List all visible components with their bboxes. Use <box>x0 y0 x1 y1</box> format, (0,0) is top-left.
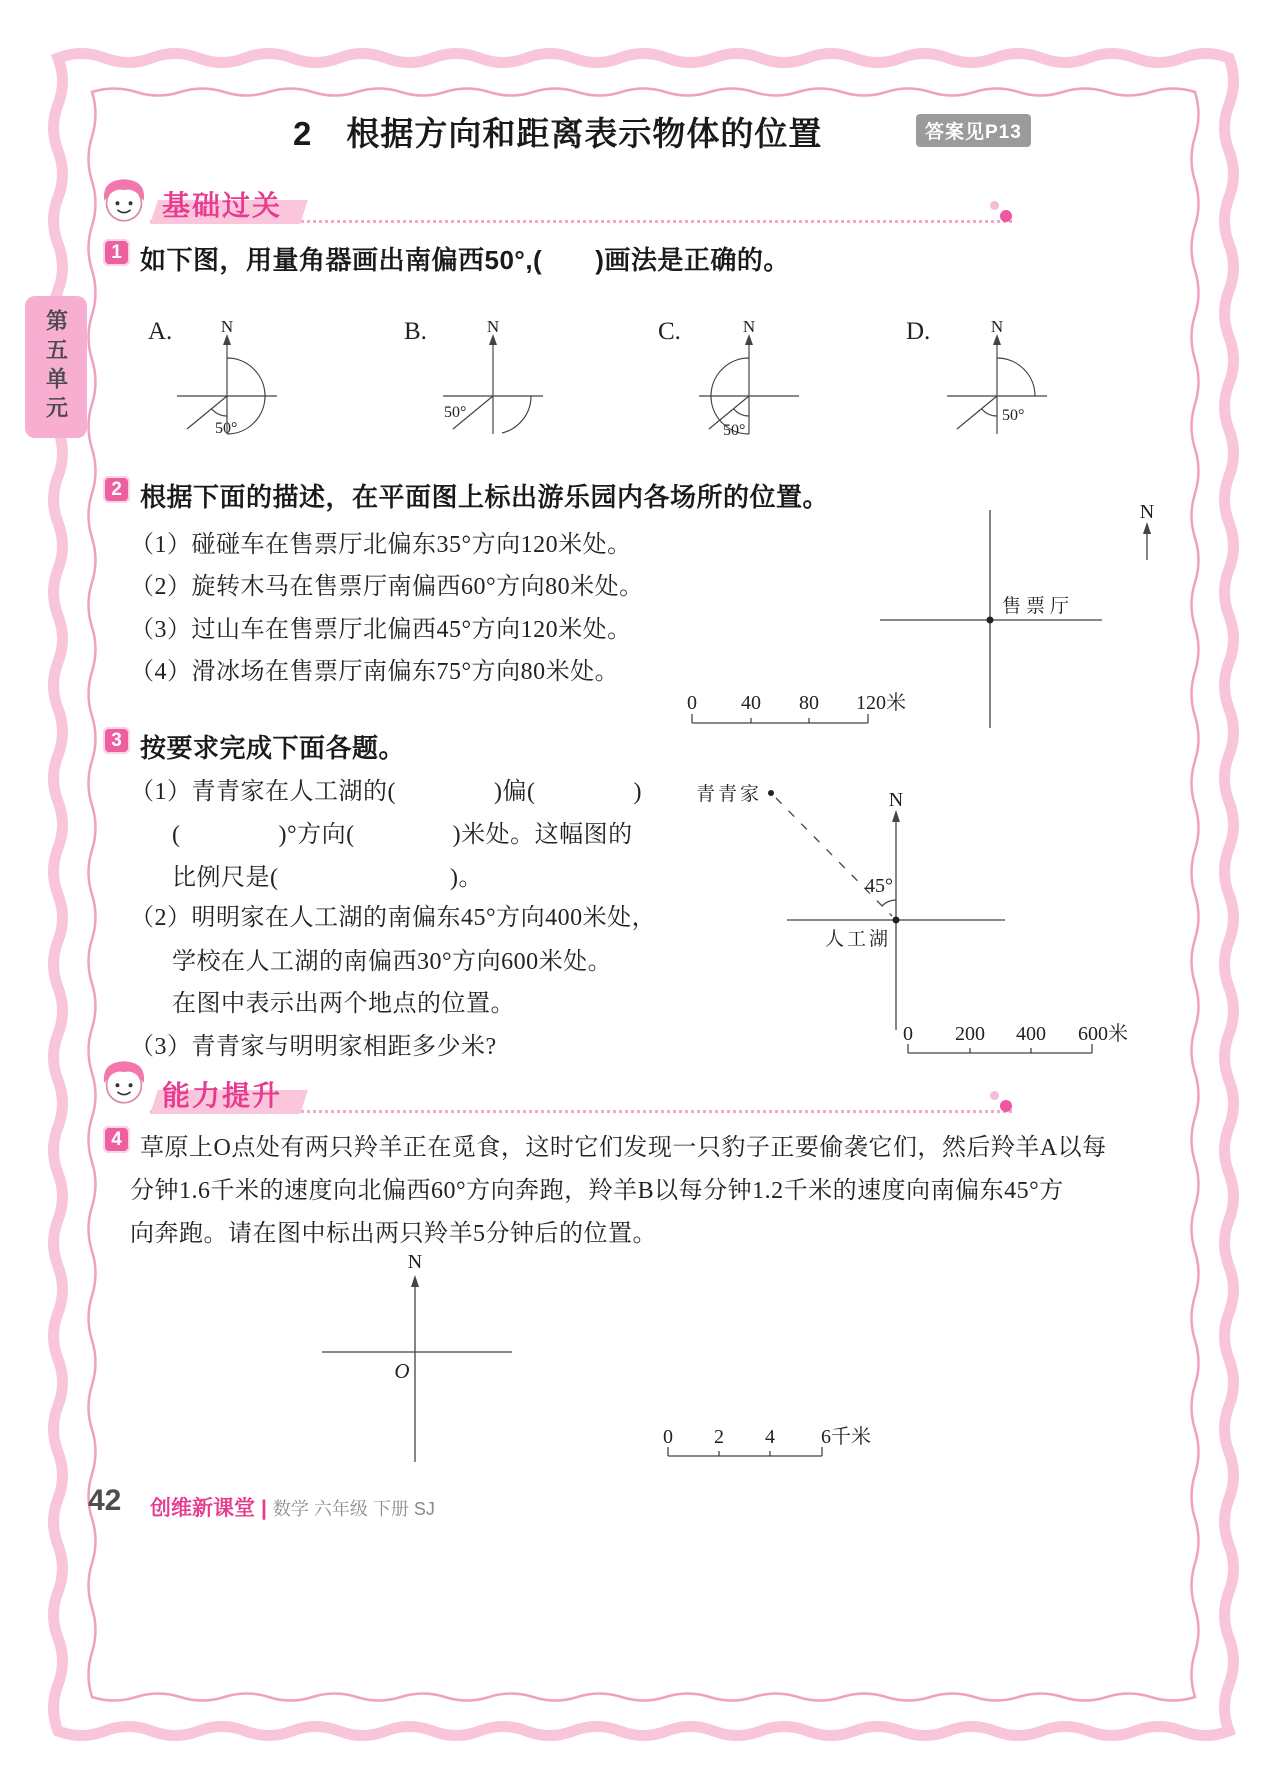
q4-text-line-3: 向奔跑。请在图中标出两只羚羊5分钟后的位置。 <box>130 1221 657 1247</box>
q3-map-diagram <box>650 770 1180 1070</box>
svg-text:400: 400 <box>1016 1023 1046 1045</box>
svg-text:80: 80 <box>799 692 819 714</box>
q1-stem: 如下图，用量角器画出南偏西50°,( )画法是正确的。 <box>140 245 790 275</box>
svg-text:N: N <box>486 317 500 336</box>
unit-tab: 第五单元 <box>25 296 87 438</box>
svg-text:50°: 50° <box>1002 407 1025 424</box>
answer-reference-badge: 答案见P13 <box>916 114 1031 147</box>
q2-stem: 根据下面的描述，在平面图上标出游乐园内各场所的位置。 <box>140 482 830 512</box>
q4-number-badge: 4 <box>103 1126 130 1153</box>
q3-item-2-line-1: （2）明明家在人工湖的南偏东45°方向400米处， <box>130 905 657 931</box>
svg-text:N: N <box>990 317 1004 336</box>
q4-text-line-2: 分钟1.6千米的速度向北偏西60°方向奔跑，羚羊B以每分钟1.2千米的速度向南偏东45°方 <box>130 1178 1064 1204</box>
q2-item-3: （3）过山车在售票厅北偏西45°方向120米处。 <box>130 617 632 643</box>
place-point <box>987 617 994 624</box>
divider-dot-small <box>990 201 999 210</box>
svg-text:0: 0 <box>687 692 697 714</box>
q3-item-2-line-3: 在图中表示出两个地点的位置。 <box>172 991 515 1017</box>
svg-text:50°: 50° <box>723 422 746 439</box>
q4-text-line-1: 草原上O点处有两只羚羊正在觅食，这时它们发现一只豹子正要偷袭它们，然后羚羊A以每 <box>140 1135 1107 1161</box>
q2-number-badge: 2 <box>103 476 130 503</box>
footer-brand: 创维新课堂 <box>150 1497 255 1520</box>
q1-option-d-label: D. <box>906 318 931 345</box>
north-arrow-icon <box>1143 522 1151 534</box>
page-number: 42 <box>88 1484 122 1517</box>
lake-label: 人工湖 <box>825 929 892 950</box>
footer-line <box>150 1492 435 1522</box>
q3-stem: 按要求完成下面各题。 <box>140 733 406 763</box>
svg-text:0: 0 <box>663 1426 673 1448</box>
q1-compass-c <box>685 316 825 440</box>
q1-option-c-label: C. <box>658 318 681 345</box>
mascot-icon <box>100 1058 148 1106</box>
bearing-dashed-line <box>776 798 892 916</box>
q3-item-3: （3）青青家与明明家相距多少米? <box>130 1034 497 1060</box>
svg-text:120米: 120米 <box>856 692 906 714</box>
home-label: 青青家 <box>696 784 763 805</box>
page-title: 2 根据方向和距离表示物体的位置 <box>293 115 823 152</box>
svg-text:40: 40 <box>741 692 761 714</box>
svg-text:0: 0 <box>903 1023 913 1045</box>
q1-compass-b <box>429 316 569 440</box>
svg-text:4: 4 <box>765 1426 775 1448</box>
angle-label: 45° <box>865 875 893 897</box>
q2-item-1: （1）碰碰车在售票厅北偏东35°方向120米处。 <box>130 532 632 558</box>
q1-compass-d <box>933 316 1073 440</box>
q1-compass-a <box>163 316 303 440</box>
divider-dot-small <box>990 1091 999 1100</box>
mascot-icon <box>100 176 148 224</box>
svg-text:N: N <box>220 317 234 336</box>
origin-label: O <box>394 1359 410 1383</box>
q3-item-1-line-1: （1）青青家在人工湖的( )偏( ) <box>130 779 642 805</box>
q4-map-diagram <box>280 1235 920 1470</box>
svg-text:N: N <box>742 317 756 336</box>
svg-text:2: 2 <box>714 1426 724 1448</box>
q2-map-diagram <box>650 430 1180 745</box>
svg-text:6千米: 6千米 <box>821 1426 871 1448</box>
lake-point <box>893 917 900 924</box>
svg-text:50°: 50° <box>444 404 467 421</box>
svg-text:200: 200 <box>955 1023 985 1045</box>
q1-option-b-label: B. <box>404 318 427 345</box>
divider-dot-large <box>1000 210 1012 222</box>
section-basic-label: 基础过关 <box>162 190 283 221</box>
q3-item-1-line-2: ( )°方向( )米处。这幅图的 <box>172 822 633 848</box>
q1-number-badge: 1 <box>103 239 130 266</box>
footer-divider: | <box>261 1497 267 1520</box>
q3-number-badge: 3 <box>103 727 130 754</box>
north-arrow-icon <box>892 810 900 822</box>
svg-text:N: N <box>1139 501 1155 523</box>
divider-dot-large <box>1000 1100 1012 1112</box>
q2-item-2: （2）旋转木马在售票厅南偏西60°方向80米处。 <box>130 574 644 600</box>
q3-item-2-line-2: 学校在人工湖的南偏西30°方向600米处。 <box>172 949 613 975</box>
section-advanced-label: 能力提升 <box>162 1080 283 1111</box>
svg-text:600米: 600米 <box>1078 1023 1128 1045</box>
q3-item-1-line-3: 比例尺是( )。 <box>172 865 483 891</box>
angle-arc <box>882 900 896 906</box>
q2-item-4: （4）滑冰场在售票厅南偏东75°方向80米处。 <box>130 659 620 685</box>
svg-text:50°: 50° <box>215 420 238 437</box>
home-point <box>768 790 774 796</box>
footer-meta: 数学 六年级 下册 SJ <box>272 1499 435 1519</box>
place-label: 售票厅 <box>1002 596 1075 617</box>
svg-text:N: N <box>888 789 904 811</box>
q1-option-a-label: A. <box>148 318 173 345</box>
north-arrow-icon <box>411 1275 419 1287</box>
svg-text:N: N <box>407 1251 423 1273</box>
